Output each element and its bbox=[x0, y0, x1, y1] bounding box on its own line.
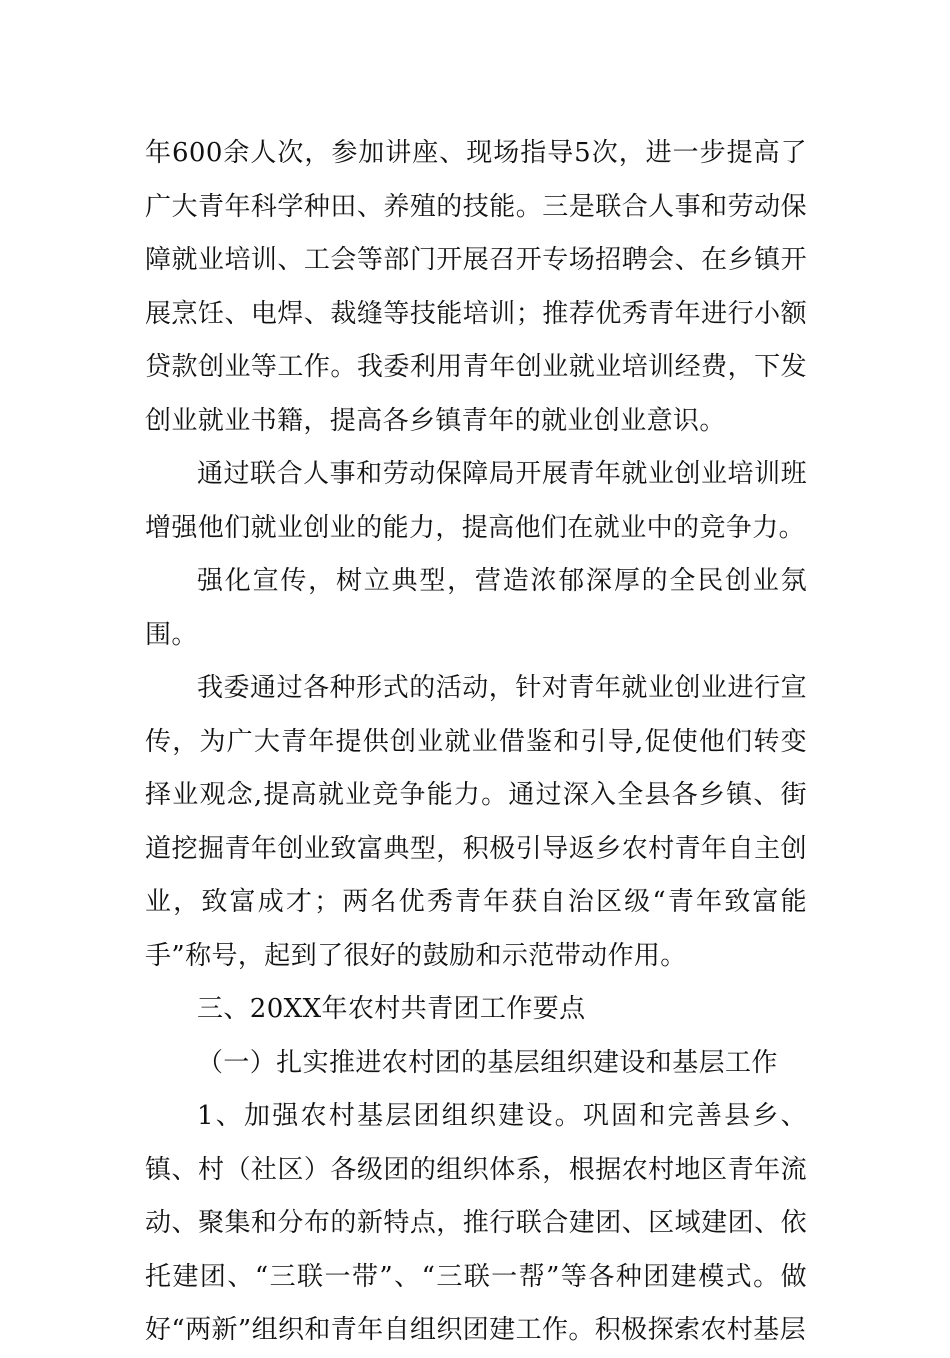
paragraph-publicity-heading: 强化宣传，树立典型，营造浓郁深厚的全民创业氛围。 bbox=[145, 566, 807, 650]
paragraph-training: 通过联合人事和劳动保障局开展青年就业创业培训班增强他们就业创业的能力，提高他们在就业中的竞争力。 bbox=[145, 459, 807, 543]
paragraph-organization: 1、加强农村基层团组织建设。巩固和完善县乡、镇、村（社区）各级团的组织体系，根据农村地区青年流动、聚集和分布的新特点，推行联合建团、区域建团、依托建团、“三联一带”、“三联一帮”等各种团建模式。做好“两新”组织和青年自组织团建工作。积极探索农村基层 bbox=[145, 1101, 807, 1345]
document-body bbox=[145, 127, 807, 1358]
section-heading: 三、20XX年农村共青团工作要点 bbox=[197, 994, 586, 1024]
subsection-heading: （一）扎实推进农村团的基层组织建设和基层工作 bbox=[197, 1047, 778, 1078]
paragraph-continuation: 年600余人次，参加讲座、现场指导5次，进一步提高了广大青年科学种田、养殖的技能。三是联合人事和劳动保障就业培训、工会等部门开展召开专场招聘会、在乡镇开展烹饪、电焊、裁缝等技能培训；推荐优秀青年进行小额贷款创业等工作。我委利用青年创业就业培训经费，下发创业就业书籍，提高各乡镇青年的就业创业意识。 bbox=[145, 138, 807, 436]
paragraph-publicity: 我委通过各种形式的活动，针对青年就业创业进行宣传，为广大青年提供创业就业借鉴和引导,促使他们转变择业观念,提高就业竞争能力。通过深入全县各乡镇、街道挖掘青年创业致富典型，积极引导返乡农村青年自主创业，致富成才；两名优秀青年获自治区级“青年致富能手”称号，起到了很好的鼓励和示范带动作用。 bbox=[145, 673, 807, 971]
